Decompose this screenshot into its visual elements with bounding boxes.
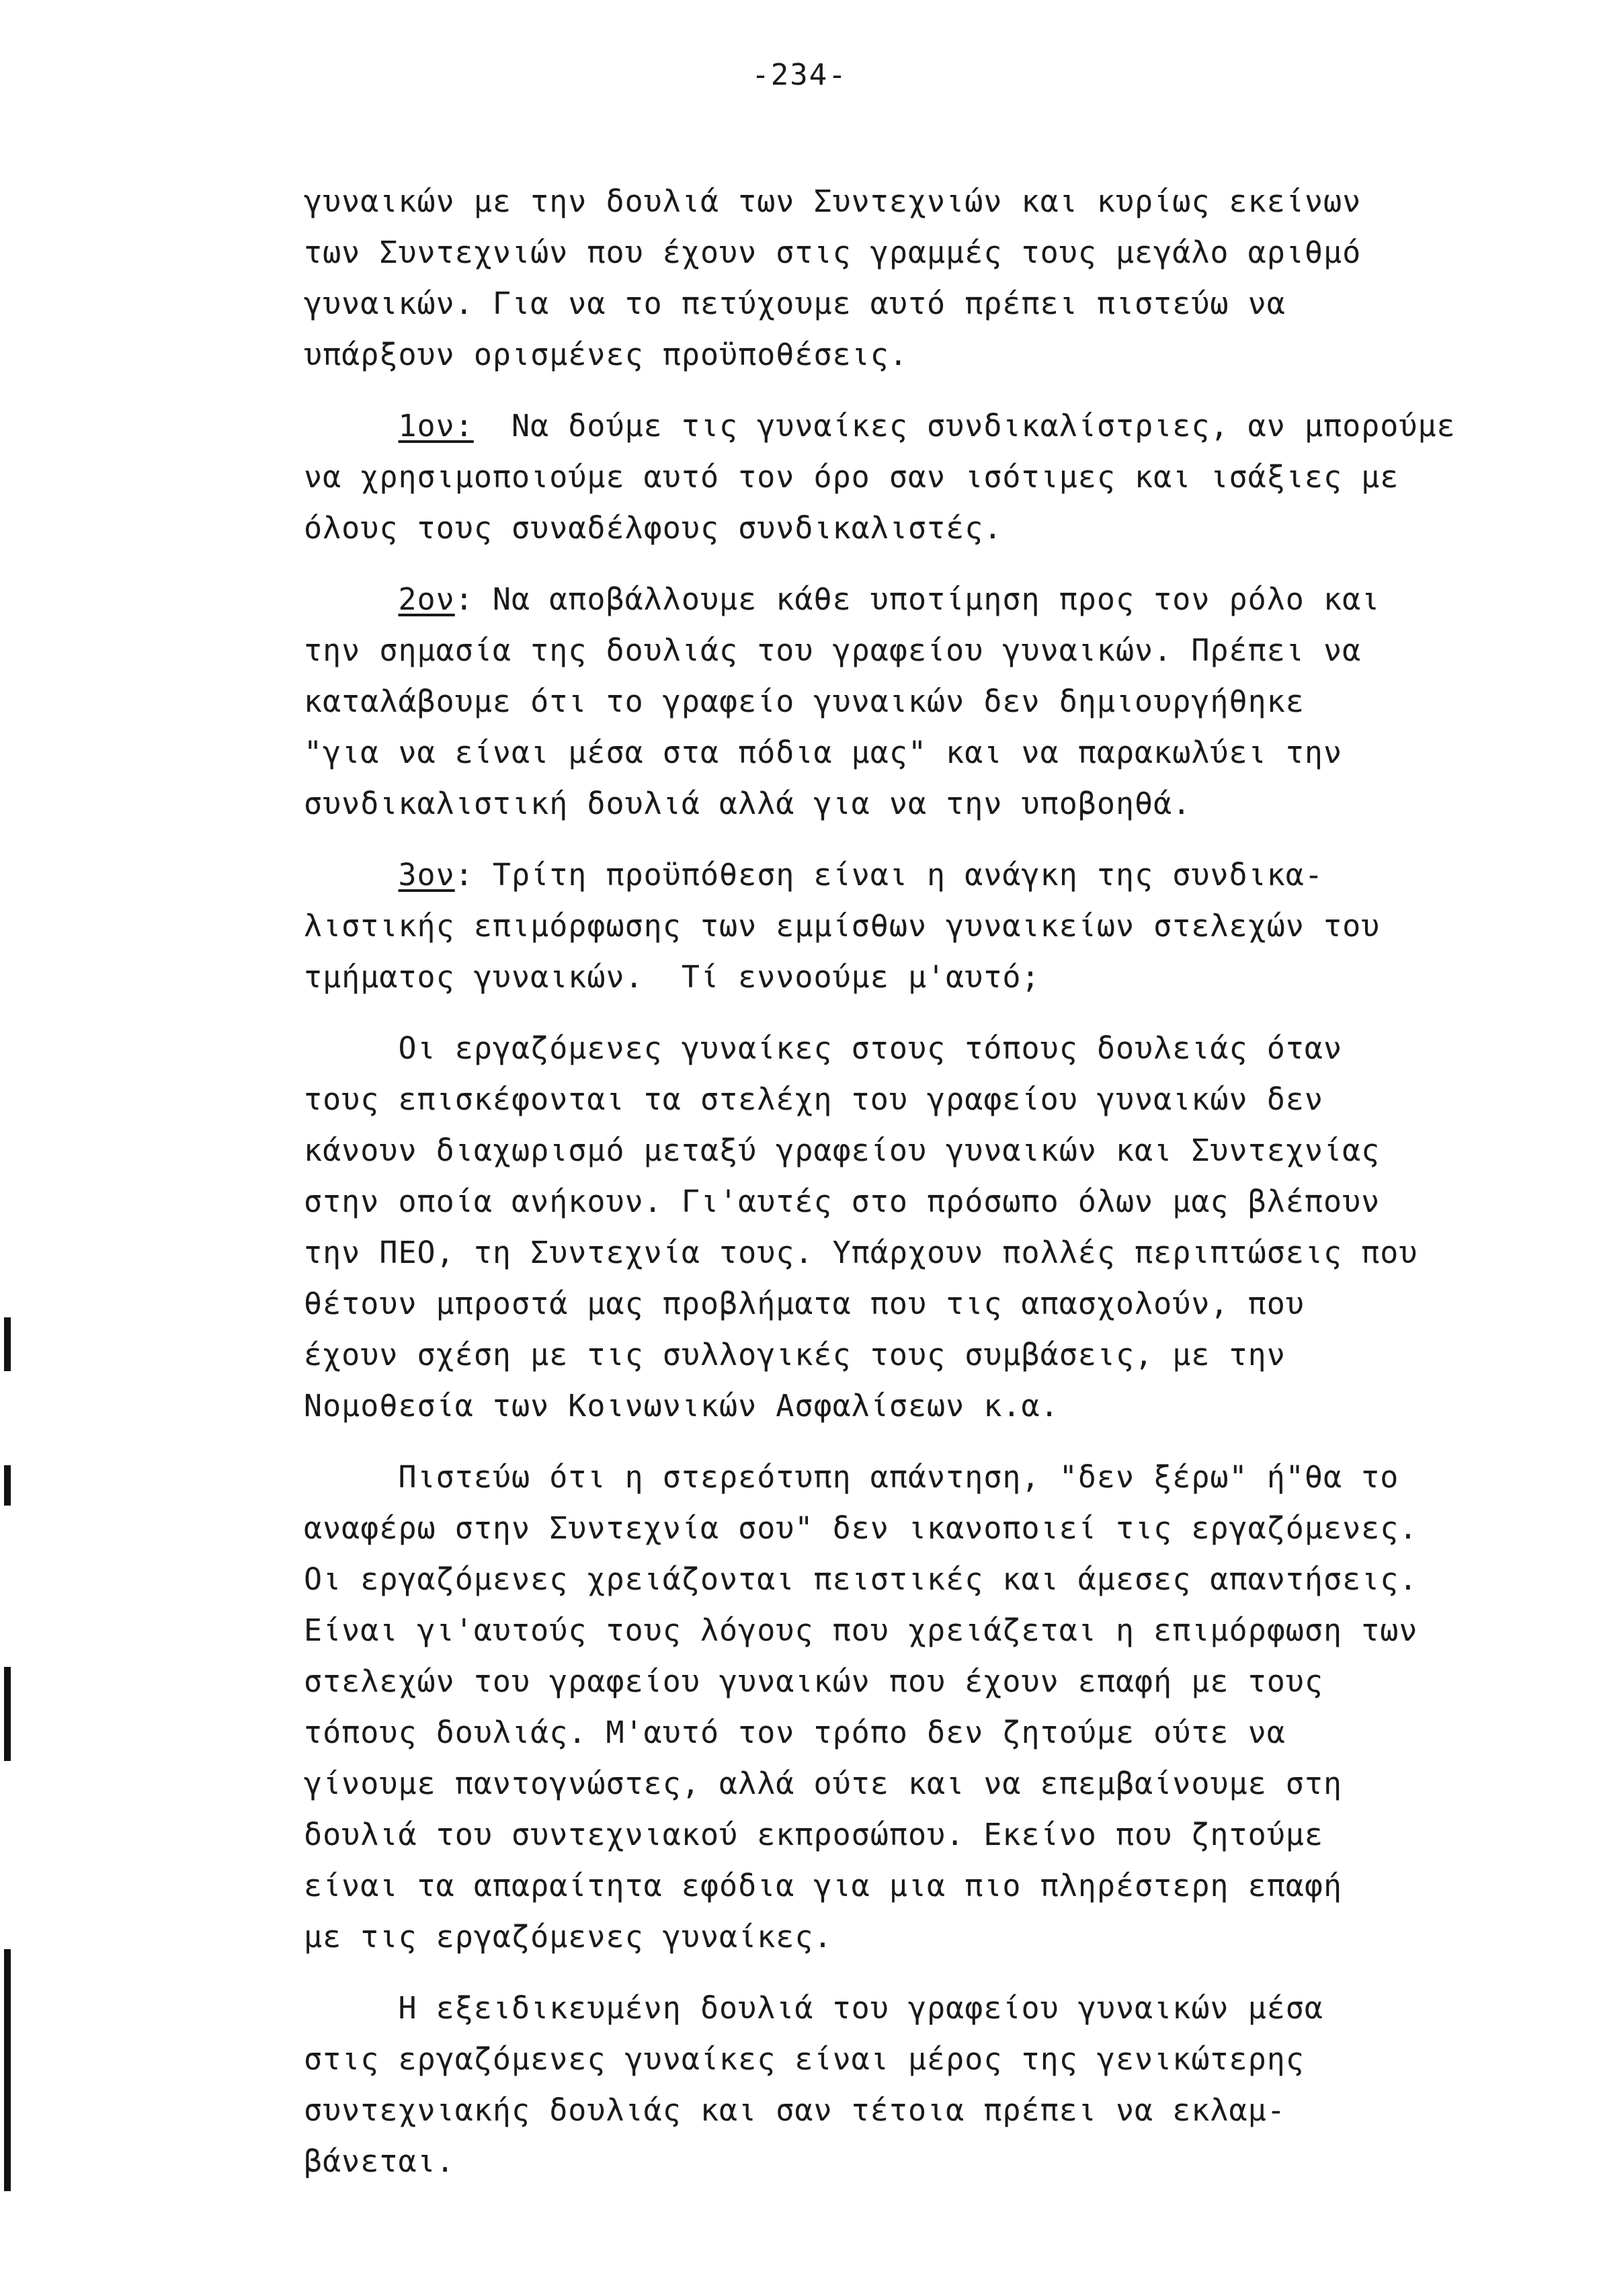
text-line: την σημασία της δουλιάς του γραφείου γυναικών. Πρέπει να bbox=[304, 632, 1362, 668]
text-line: στις εργαζόμενες γυναίκες είναι μέρος της γενικώτερης bbox=[304, 2041, 1305, 2077]
text-line: συνδικαλιστική δουλιά αλλά για να την υποβοηθά. bbox=[304, 786, 1192, 821]
text-line: τους επισκέφονται τα στελέχη του γραφείου γυναικών δεν bbox=[304, 1081, 1323, 1117]
text-line: είναι τα απαραίτητα εφόδια για μια πιο πληρέστερη επαφή bbox=[304, 1868, 1343, 1903]
text-line: την ΠΕΟ, τη Συντεχνία τους. Υπάρχουν πολλές περιπτώσεις που bbox=[304, 1235, 1418, 1270]
text-line: όλους τους συναδέλφους συνδικαλιστές. bbox=[304, 510, 1003, 546]
text-line bbox=[304, 850, 1594, 901]
text-line-rest: Να δούμε τις γυναίκες συνδικαλίστριες, αν μπορούμε bbox=[473, 408, 1456, 444]
text-line: Οι εργαζόμενες γυναίκες στους τόπους δουλειάς όταν bbox=[304, 1030, 1343, 1066]
text-line: έχουν σχέση με τις συλλογικές τους συμβάσεις, με την bbox=[304, 1337, 1286, 1372]
text-line bbox=[304, 401, 1594, 452]
text-line: Νομοθεσία των Κοινωνικών Ασφαλίσεων κ.α. bbox=[304, 1388, 1059, 1424]
paragraph-intro bbox=[304, 176, 1594, 380]
paragraph-training bbox=[304, 1452, 1594, 1963]
text-line: με τις εργαζόμενες γυναίκες. bbox=[304, 1919, 833, 1955]
paragraph-conclusion bbox=[304, 1983, 1594, 2187]
document-body bbox=[304, 176, 1594, 2207]
text-line: δουλιά του συντεχνιακού εκπροσώπου. Εκείνο που ζητούμε bbox=[304, 1817, 1323, 1852]
paragraph-second-condition bbox=[304, 574, 1594, 829]
condition-label: 3ον bbox=[398, 857, 455, 893]
condition-label: 1ον: bbox=[398, 408, 474, 444]
text-line: "για να είναι μέσα στα πόδια μας" και να παρακωλύει την bbox=[304, 735, 1343, 770]
binding-mark bbox=[4, 1465, 11, 1506]
text-line: κάνουν διαχωρισμό μεταξύ γραφείου γυναικών και Συντεχνίας bbox=[304, 1133, 1381, 1168]
text-line: Είναι γι'αυτούς τους λόγους που χρειάζεται η επιμόρφωση των bbox=[304, 1612, 1418, 1648]
text-line-rest: : Τρίτη προϋπόθεση είναι η ανάγκη της συνδικα- bbox=[454, 857, 1323, 893]
text-line: Οι εργαζόμενες χρειάζονται πειστικές και άμεσες απαντήσεις. bbox=[304, 1561, 1418, 1597]
text-line: των Συντεχνιών που έχουν στις γραμμές τους μεγάλο αριθμό bbox=[304, 235, 1362, 270]
text-line: στελεχών του γραφείου γυναικών που έχουν επαφή με τους bbox=[304, 1664, 1323, 1699]
text-line: να χρησιμοποιούμε αυτό τον όρο σαν ισότιμες και ισάξιες με bbox=[304, 459, 1399, 495]
text-line-rest: : Να αποβάλλουμε κάθε υποτίμηση προς τον ρόλο και bbox=[454, 581, 1381, 617]
binding-edge-marks bbox=[0, 0, 20, 2296]
text-line: γυναικών. Για να το πετύχουμε αυτό πρέπει πιστεύω να bbox=[304, 286, 1286, 321]
binding-mark bbox=[4, 1667, 11, 1761]
text-line: γυναικών με την δουλιά των Συντεχνιών και κυρίως εκείνων bbox=[304, 183, 1362, 219]
text-line: υπάρξουν ορισμένες προϋποθέσεις. bbox=[304, 337, 908, 372]
text-line: τόπους δουλιάς. Μ'αυτό τον τρόπο δεν ζητούμε ούτε να bbox=[304, 1715, 1286, 1750]
text-line: Πιστεύω ότι η στερεότυπη απάντηση, "δεν ξέρω" ή"θα το bbox=[304, 1459, 1399, 1495]
text-line: αναφέρω στην Συντεχνία σου" δεν ικανοποιεί τις εργαζόμενες. bbox=[304, 1510, 1418, 1546]
text-line: βάνεται. bbox=[304, 2143, 455, 2179]
text-line: λιστικής επιμόρφωσης των εμμίσθων γυναικείων στελεχών του bbox=[304, 908, 1381, 944]
text-line: καταλάβουμε ότι το γραφείο γυναικών δεν δημιουργήθηκε bbox=[304, 684, 1305, 719]
text-line: στην οποία ανήκουν. Γι'αυτές στο πρόσωπο όλων μας βλέπουν bbox=[304, 1184, 1381, 1219]
paragraph-third-condition bbox=[304, 850, 1594, 1003]
paragraph-working-women bbox=[304, 1023, 1594, 1432]
text-line: γίνουμε παντογνώστες, αλλά ούτε και να επεμβαίνουμε στη bbox=[304, 1766, 1343, 1801]
text-line bbox=[304, 574, 1594, 625]
text-line: θέτουν μπροστά μας προβλήματα που τις απασχολούν, που bbox=[304, 1286, 1305, 1321]
condition-label: 2ον bbox=[398, 581, 455, 617]
binding-mark bbox=[4, 1317, 11, 1371]
text-line: τμήματος γυναικών. Τί εννοούμε μ'αυτό; bbox=[304, 959, 1040, 995]
text-line: συντεχνιακής δουλιάς και σαν τέτοια πρέπει να εκλαμ- bbox=[304, 2092, 1286, 2128]
binding-mark bbox=[4, 1949, 11, 2191]
paragraph-first-condition bbox=[304, 401, 1594, 554]
text-line: Η εξειδικευμένη δουλιά του γραφείου γυναικών μέσα bbox=[304, 1990, 1323, 2026]
page-number: -234- bbox=[751, 58, 848, 92]
